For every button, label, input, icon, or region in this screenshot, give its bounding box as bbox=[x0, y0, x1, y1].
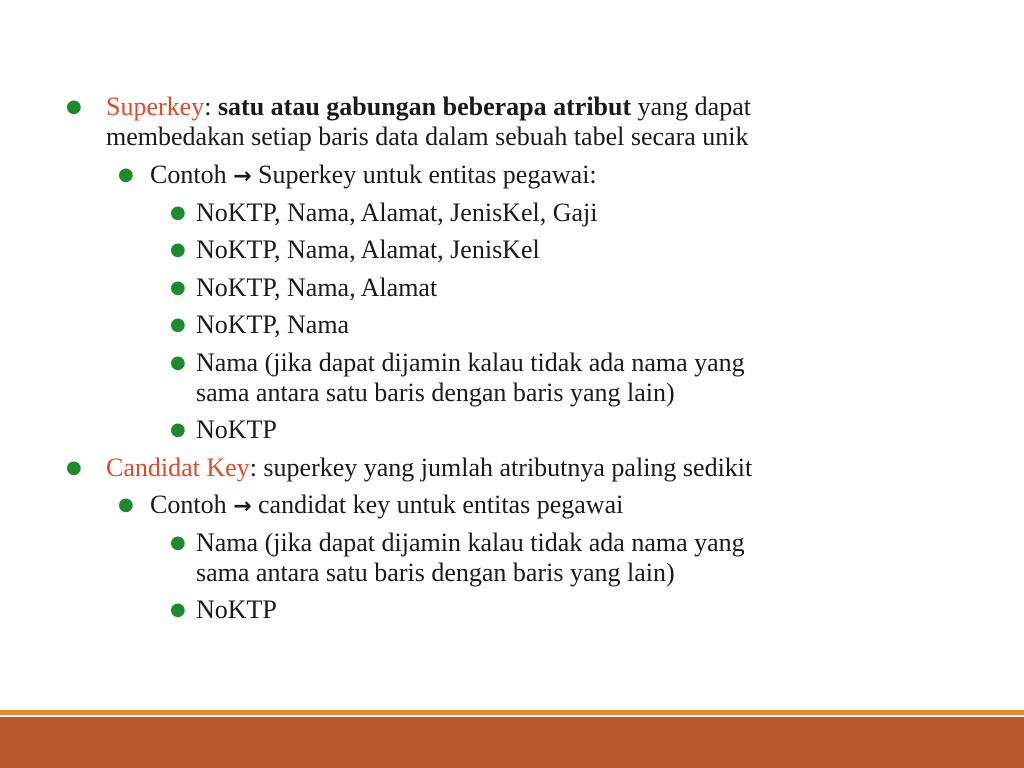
superkey-definition-rest: yang dapat bbox=[637, 92, 751, 121]
superkey-bold-definition: satu atau gabungan beberapa atribut bbox=[217, 92, 632, 121]
superkey-example-heading bbox=[150, 160, 597, 192]
candidat-example-item: NoKTP bbox=[196, 595, 277, 624]
superkey-example-item: NoKTP, Nama, Alamat, JenisKel, Gaji bbox=[196, 198, 598, 227]
footer-bar bbox=[0, 717, 1024, 768]
arrow-right-icon: → bbox=[233, 494, 252, 519]
candidat-example-suffix: candidat key untuk entitas pegawai bbox=[258, 490, 624, 519]
superkey-definition-line-2: membedakan setiap baris data dalam sebuah tabel secara unik bbox=[106, 122, 749, 151]
candidat-key-definition bbox=[106, 453, 752, 483]
footer-accent-line bbox=[0, 710, 1024, 715]
bullet-icon: ● bbox=[170, 277, 186, 298]
superkey-example-item: NoKTP, Nama, Alamat, JenisKel bbox=[196, 235, 540, 264]
bullet-icon: ● bbox=[170, 202, 186, 223]
candidat-example-prefix: Contoh bbox=[150, 490, 227, 519]
bullet-icon: ● bbox=[170, 314, 186, 335]
bullet-icon: ● bbox=[66, 457, 82, 478]
candidat-key-term: Candidat Key bbox=[106, 453, 250, 482]
candidat-example-item-continued: sama antara satu baris dengan baris yang lain) bbox=[196, 558, 675, 587]
superkey-example-item-continued: sama antara satu baris dengan baris yang lain) bbox=[196, 378, 675, 407]
candidat-example-heading bbox=[150, 490, 623, 522]
superkey-example-item: NoKTP, Nama, Alamat bbox=[196, 273, 438, 302]
candidat-example-item: Nama (jika dapat dijamin kalau tidak ada nama yang bbox=[196, 528, 745, 557]
superkey-example-item: Nama (jika dapat dijamin kalau tidak ada nama yang bbox=[196, 348, 745, 377]
bullet-icon: ● bbox=[170, 352, 186, 373]
arrow-right-icon: → bbox=[233, 164, 252, 189]
superkey-example-suffix: Superkey untuk entitas pegawai: bbox=[258, 160, 597, 189]
superkey-example-prefix: Contoh bbox=[150, 160, 227, 189]
superkey-term: Superkey bbox=[106, 92, 205, 121]
candidat-key-definition-text: : superkey yang jumlah atributnya paling sedikit bbox=[249, 453, 753, 482]
bullet-icon: ● bbox=[170, 599, 186, 620]
superkey-colon: : bbox=[204, 92, 212, 121]
bullet-icon: ● bbox=[118, 494, 134, 515]
bullet-icon: ● bbox=[170, 532, 186, 553]
bullet-icon: ● bbox=[66, 96, 82, 117]
superkey-definition bbox=[106, 92, 751, 122]
bullet-icon: ● bbox=[118, 164, 134, 185]
superkey-example-item: NoKTP, Nama bbox=[196, 310, 350, 339]
superkey-example-item: NoKTP bbox=[196, 415, 277, 444]
bullet-icon: ● bbox=[170, 419, 186, 440]
bullet-icon: ● bbox=[170, 239, 186, 260]
